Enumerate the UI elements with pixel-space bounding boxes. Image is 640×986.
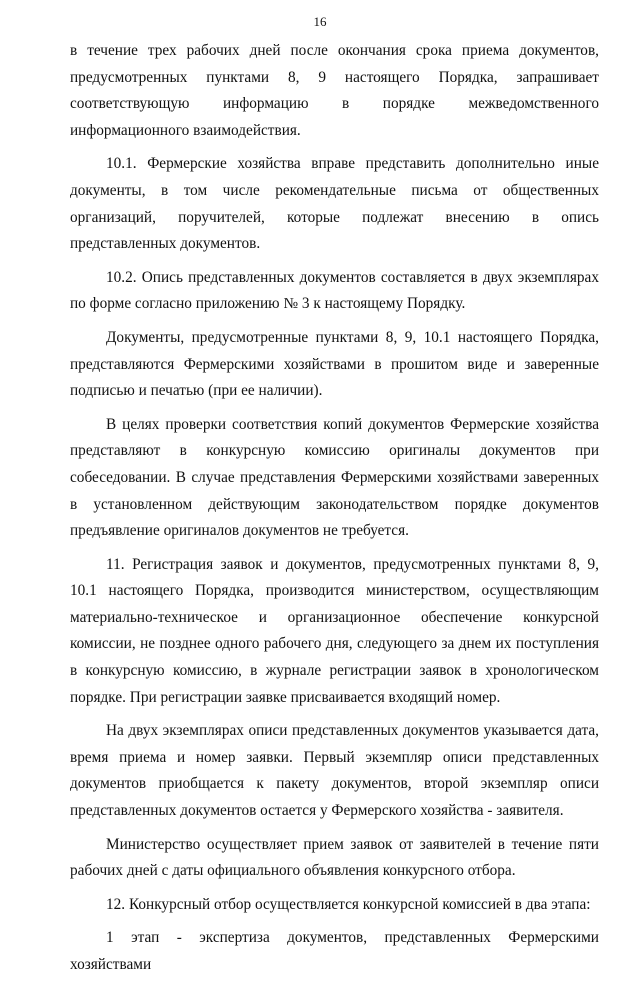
- paragraph-inventory-copies: На двух экземплярах описи представленных документов указывается дата, время приема и номер заявки. Первый экземпляр описи представленных документов приобщается к пакету документов, второй экземпляр описи представленных документов остается у Фермерского хозяйства - заявителя.: [70, 722, 599, 820]
- paragraph-application-period: Министерство осуществляет прием заявок от заявителей в течение пяти рабочих дней с даты официального объявления конкурсного отбора.: [70, 835, 599, 880]
- paragraph-originals-check: В целях проверки соответствия копий документов Фермерские хозяйства представляют в конкурсную комиссию оригиналы документов при собеседовании. В случае представления Фермерскими хозяйствами заверенных в установленном действующим законодательством порядке документов предъявление оригиналов документов не требуется.: [70, 415, 599, 540]
- paragraph-documents-format: Документы, предусмотренные пунктами 8, 9, 10.1 настоящего Порядка, представляются Фермерскими хозяйствами в прошитом виде и заверенные подписью и печатью (при ее наличии).: [70, 328, 599, 400]
- paragraph-continuation: в течение трех рабочих дней после окончания срока приема документов, предусмотренных пунктами 8, 9 настоящего Порядка, запрашивает соответствующую информацию в порядке межведомственного информационного взаимодействия.: [70, 42, 599, 139]
- paragraph-stage-1: 1 этап - экспертиза документов, представленных Фермерскими хозяйствами: [70, 929, 599, 973]
- paragraph-10-2: 10.2. Опись представленных документов составляется в двух экземплярах по форме согласно приложению № 3 к настоящему Порядку.: [70, 268, 599, 313]
- paragraph-11-registration: 11. Регистрация заявок и документов, предусмотренных пунктами 8, 9, 10.1 настоящего Порядка, производится министерством, осуществляющим материально-техническое и организационное обеспечение конкурсной комиссии, не позднее одного рабочего дня, следующего за днем их поступления в конкурсную комиссию, в журнале регистрации заявок в хронологическом порядке. При регистрации заявке присваивается входящий номер.: [70, 555, 599, 706]
- document-body: [70, 38, 599, 986]
- paragraph-10-1: 10.1. Фермерские хозяйства вправе представить дополнительно иные документы, в том числе рекомендательные письма от общественных организаций, поручителей, которые подлежат внесению в опись представленных документов.: [70, 155, 599, 253]
- page-number: 16: [313, 14, 327, 29]
- paragraph-12-stages: 12. Конкурсный отбор осуществляется конкурсной комиссией в два этапа:: [106, 895, 591, 913]
